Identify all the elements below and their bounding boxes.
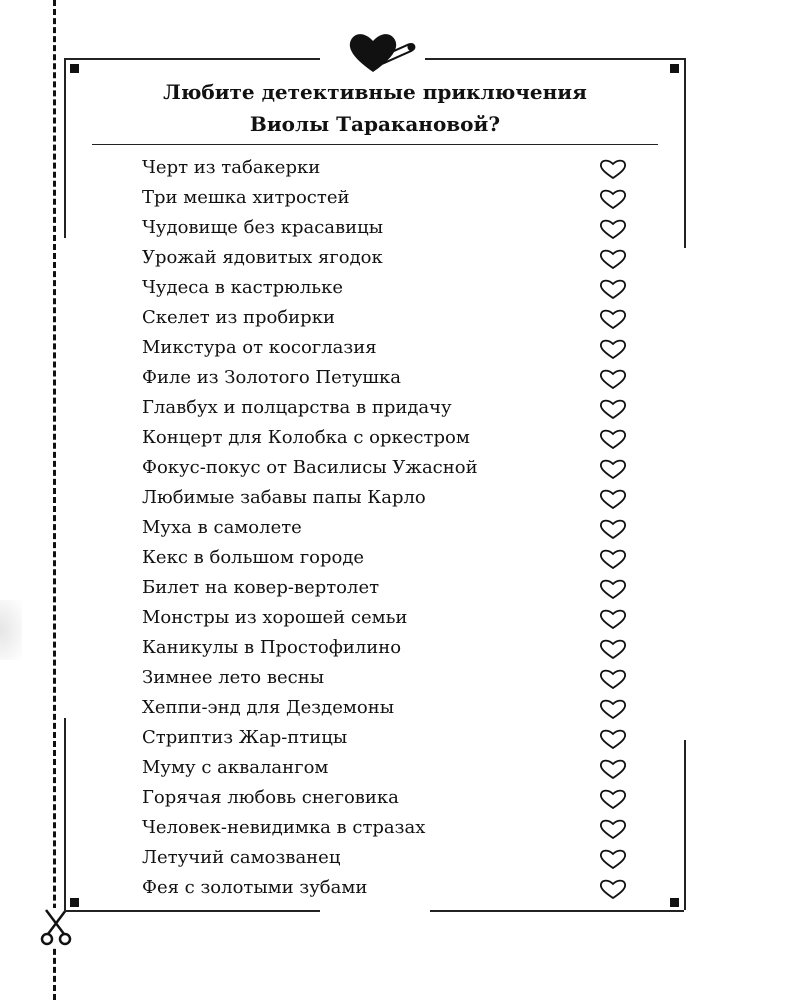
book-list-item bbox=[142, 243, 632, 273]
book-list-item bbox=[142, 873, 632, 903]
book-list-item bbox=[142, 213, 632, 243]
frame-corner-bottom-left bbox=[70, 898, 79, 907]
heart-outline-icon[interactable] bbox=[598, 608, 628, 630]
scissors-icon bbox=[38, 908, 74, 948]
book-title: Концерт для Колобка с оркестром bbox=[142, 427, 470, 448]
frame-corner-top-right bbox=[670, 64, 679, 73]
dashed-cut-line bbox=[53, 0, 56, 1000]
book-list-item bbox=[142, 153, 632, 183]
book-list-item bbox=[142, 483, 632, 513]
book-list-item bbox=[142, 753, 632, 783]
heart-outline-icon[interactable] bbox=[598, 698, 628, 720]
book-list-item bbox=[142, 813, 632, 843]
book-list-item bbox=[142, 393, 632, 423]
frame-border-bottom-left bbox=[64, 910, 320, 912]
title-divider bbox=[92, 144, 658, 145]
page-edge-shadow bbox=[0, 600, 22, 660]
book-list-item bbox=[142, 303, 632, 333]
heart-outline-icon[interactable] bbox=[598, 188, 628, 210]
book-list-item bbox=[142, 783, 632, 813]
heart-outline-icon[interactable] bbox=[598, 428, 628, 450]
book-title: Стриптиз Жар-птицы bbox=[142, 727, 348, 748]
frame-border-top-right bbox=[425, 58, 684, 60]
book-list-item bbox=[142, 633, 632, 663]
book-list-item bbox=[142, 333, 632, 363]
book-title: Урожай ядовитых ягодок bbox=[142, 247, 383, 268]
heart-outline-icon[interactable] bbox=[598, 638, 628, 660]
book-list-item bbox=[142, 183, 632, 213]
book-list-item bbox=[142, 693, 632, 723]
heart-outline-icon[interactable] bbox=[598, 158, 628, 180]
heart-with-pin-icon bbox=[343, 28, 419, 76]
heart-outline-icon[interactable] bbox=[598, 758, 628, 780]
heart-outline-icon[interactable] bbox=[598, 398, 628, 420]
book-title: Скелет из пробирки bbox=[142, 307, 335, 328]
book-list-item bbox=[142, 273, 632, 303]
book-list-item bbox=[142, 573, 632, 603]
heart-outline-icon[interactable] bbox=[598, 848, 628, 870]
book-list-item bbox=[142, 543, 632, 573]
frame-border-bottom-right bbox=[430, 910, 684, 912]
title-line-2: Виолы Таракановой? bbox=[249, 112, 501, 136]
book-title: Человек-невидимка в стразах bbox=[142, 817, 426, 838]
book-title: Муха в самолете bbox=[142, 517, 302, 538]
book-title: Главбух и полцарства в придачу bbox=[142, 397, 452, 418]
book-title: Летучий самозванец bbox=[142, 847, 341, 868]
heart-outline-icon[interactable] bbox=[598, 488, 628, 510]
frame-corner-top-left bbox=[70, 64, 79, 73]
heart-outline-icon[interactable] bbox=[598, 218, 628, 240]
book-title: Муму с аквалангом bbox=[142, 757, 329, 778]
frame-border-right-lower bbox=[684, 740, 686, 910]
book-title: Филе из Золотого Петушка bbox=[142, 367, 402, 388]
heart-outline-icon[interactable] bbox=[598, 728, 628, 750]
book-title: Фокус-покус от Василисы Ужасной bbox=[142, 457, 478, 478]
heart-outline-icon[interactable] bbox=[598, 878, 628, 900]
book-title: Каникулы в Простофилино bbox=[142, 637, 402, 658]
book-title: Монстры из хорошей семьи bbox=[142, 607, 408, 628]
page-title bbox=[90, 76, 660, 140]
heart-outline-icon[interactable] bbox=[598, 818, 628, 840]
book-title: Чудовище без красавицы bbox=[142, 217, 384, 238]
book-title: Горячая любовь снеговика bbox=[142, 787, 399, 808]
heart-outline-icon[interactable] bbox=[598, 548, 628, 570]
book-title: Черт из табакерки bbox=[142, 157, 321, 178]
book-list-item bbox=[142, 663, 632, 693]
frame-corner-bottom-right bbox=[670, 898, 679, 907]
book-title: Три мешка хитростей bbox=[142, 187, 350, 208]
frame-border-left-upper bbox=[64, 58, 66, 238]
book-list-item bbox=[142, 843, 632, 873]
heart-outline-icon[interactable] bbox=[598, 278, 628, 300]
book-list-item bbox=[142, 603, 632, 633]
heart-outline-icon[interactable] bbox=[598, 458, 628, 480]
heart-outline-icon[interactable] bbox=[598, 788, 628, 810]
book-title: Фея с золотыми зубами bbox=[142, 877, 368, 898]
frame-border-top-left bbox=[64, 58, 320, 60]
book-list-item bbox=[142, 423, 632, 453]
heart-outline-icon[interactable] bbox=[598, 578, 628, 600]
book-title: Чудеса в кастрюльке bbox=[142, 277, 343, 298]
heart-outline-icon[interactable] bbox=[598, 368, 628, 390]
book-title: Любимые забавы папы Карло bbox=[142, 487, 426, 508]
heart-outline-icon[interactable] bbox=[598, 308, 628, 330]
book-list-item bbox=[142, 453, 632, 483]
book-title: Микстура от косоглазия bbox=[142, 337, 377, 358]
book-title: Кекс в большом городе bbox=[142, 547, 365, 568]
frame-border-left-lower bbox=[64, 718, 66, 910]
heart-outline-icon[interactable] bbox=[598, 518, 628, 540]
book-checklist bbox=[142, 153, 632, 903]
book-list-item bbox=[142, 723, 632, 753]
book-title: Зимнее лето весны bbox=[142, 667, 325, 688]
title-line-1: Любите детективные приключения bbox=[163, 80, 587, 104]
frame-border-right-upper bbox=[684, 58, 686, 248]
book-list-item bbox=[142, 513, 632, 543]
heart-outline-icon[interactable] bbox=[598, 668, 628, 690]
book-list-item bbox=[142, 363, 632, 393]
book-title: Билет на ковер-вертолет bbox=[142, 577, 380, 598]
book-title: Хеппи-энд для Дездемоны bbox=[142, 697, 395, 718]
heart-outline-icon[interactable] bbox=[598, 248, 628, 270]
heart-outline-icon[interactable] bbox=[598, 338, 628, 360]
